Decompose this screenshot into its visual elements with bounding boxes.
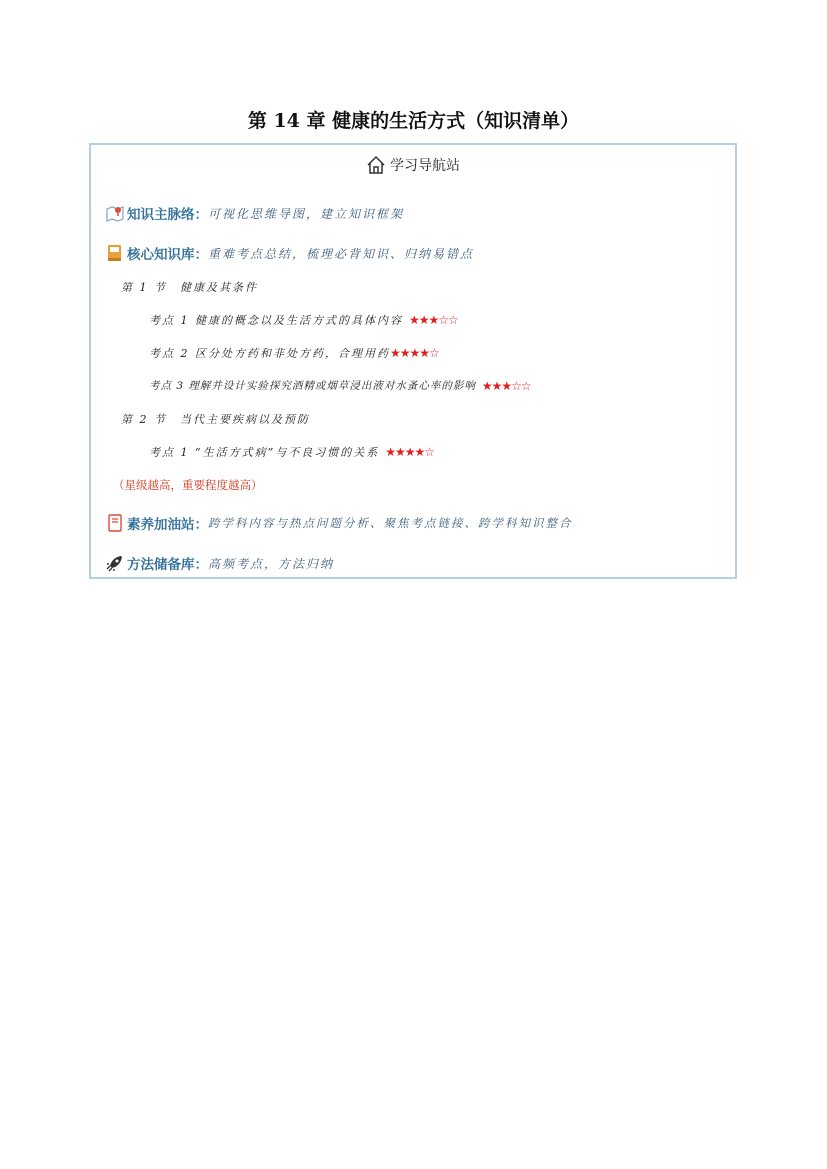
rating-stars: ★★★★☆: [390, 346, 439, 360]
nav-heading: [91, 155, 735, 175]
rating-stars: ★★★☆☆: [481, 378, 531, 393]
section-map-text: 可视化思维导图，建立知识框架: [208, 206, 405, 221]
list-item[interactable]: [149, 312, 458, 328]
item-text: 考点 2 区分处方药和非处方药，合理用药: [149, 347, 390, 360]
notebook-icon: [105, 513, 125, 533]
chapter-1[interactable]: [121, 279, 258, 295]
book-icon: [105, 243, 125, 263]
chapter-2[interactable]: [121, 411, 310, 427]
item-text: 考点 3 理解并设计实验探究酒精或烟草浸出液对水蚤心率的影响: [149, 380, 476, 392]
item-text: 考点 1 “生活方式病”与不良习惯的关系: [149, 446, 380, 459]
section-method-label: 方法储备库：: [127, 557, 208, 573]
chapter-2-label: 第 2 节 当代主要疾病以及预防: [121, 413, 310, 426]
importance-note: [113, 477, 263, 493]
section-map-label: 知识主脉络：: [127, 207, 208, 223]
section-core-text: 重难考点总结，梳理必背知识、归纳易错点: [208, 246, 475, 261]
section-quality-label: 素养加油站：: [127, 517, 208, 533]
item-text: 考点 1 健康的概念以及生活方式的具体内容: [149, 314, 403, 327]
rating-stars: ★★★★☆: [385, 445, 435, 459]
section-method[interactable]: [105, 553, 334, 573]
list-item[interactable]: [149, 345, 439, 361]
section-quality[interactable]: [105, 513, 573, 533]
rocket-icon: [105, 553, 125, 573]
page-title: 第 14 章 健康的生活方式（知识清单）: [247, 110, 580, 132]
list-item[interactable]: [149, 378, 531, 393]
importance-note-text: （星级越高，重要程度越高）: [113, 478, 263, 492]
rating-stars: ★★★☆☆: [409, 313, 458, 327]
section-method-text: 高频考点，方法归纳: [208, 556, 335, 571]
list-item[interactable]: [149, 444, 434, 460]
section-quality-text: 跨学科内容与热点问题分析、聚焦考点链接、跨学科知识整合: [208, 516, 573, 530]
nav-heading-text: 学习导航站: [390, 158, 460, 174]
chapter-1-label: 第 1 节 健康及其条件: [121, 281, 258, 294]
navigation-panel: [89, 143, 737, 579]
section-map[interactable]: [105, 203, 404, 223]
house-icon: [366, 155, 386, 175]
map-pin-icon: [105, 203, 125, 223]
section-core-label: 核心知识库：: [127, 247, 208, 263]
section-core[interactable]: [105, 243, 474, 263]
